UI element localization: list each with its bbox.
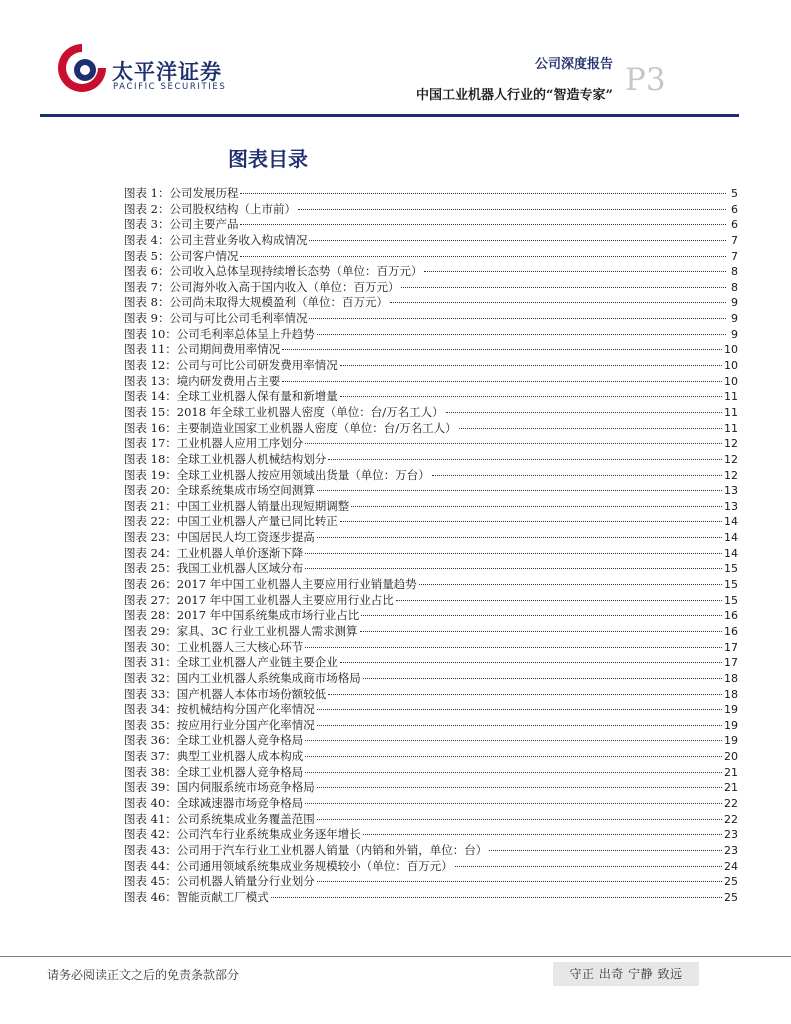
- toc-entry[interactable]: [124, 310, 738, 326]
- toc-entry[interactable]: [124, 592, 738, 608]
- toc-entry-page: 10: [724, 359, 738, 373]
- toc-dot-leader: [328, 459, 722, 460]
- toc-entry-label: 图表 14：全球工业机器人保有量和新增量: [124, 389, 338, 404]
- toc-entry-label: 图表 41：公司系统集成业务覆盖范围: [124, 811, 315, 826]
- toc-entry-page: 12: [724, 452, 738, 466]
- toc-entry[interactable]: [124, 607, 738, 623]
- toc-entry-page: 14: [724, 531, 738, 545]
- toc-entry-page: 13: [724, 499, 738, 513]
- toc-dot-leader: [360, 631, 722, 632]
- toc-entry[interactable]: [124, 294, 738, 310]
- toc-entry[interactable]: [124, 717, 738, 733]
- toc-entry-page: 6: [731, 218, 738, 232]
- toc-entry-label: 图表 15：2018 年全球工业机器人密度（单位：台/万名工人）: [124, 404, 444, 419]
- toc-entry-label: 图表 43：公司用于汽车行业工业机器人销量（内销和外销，单位：台）: [124, 842, 488, 857]
- toc-entry-label: 图表 42：公司汽车行业系统集成业务逐年增长: [124, 827, 361, 842]
- toc-entry-page: 6: [731, 202, 738, 216]
- toc-dot-leader: [489, 850, 722, 851]
- toc-entry[interactable]: [124, 263, 738, 279]
- toc-entry-label: 图表 26：2017 年中国工业机器人主要应用行业销量趋势: [124, 577, 417, 592]
- toc-entry-label: 图表 11：公司期间费用率情况: [124, 342, 281, 357]
- toc-dot-leader: [317, 537, 722, 538]
- toc-dot-leader: [240, 224, 726, 225]
- toc-entry[interactable]: [124, 341, 738, 357]
- toc-entry-label: 图表 19：全球工业机器人按应用领域出货量（单位：万台）: [124, 467, 430, 482]
- toc-entry-page: 15: [724, 593, 738, 607]
- footer-divider: [0, 956, 791, 957]
- toc-entry[interactable]: [124, 435, 738, 451]
- toc-entry-page: 19: [724, 703, 738, 717]
- toc-entry-label: 图表 31：全球工业机器人产业链主要企业: [124, 655, 338, 670]
- toc-entry[interactable]: [124, 451, 738, 467]
- toc-entry[interactable]: [124, 623, 738, 639]
- toc-dot-leader: [340, 396, 722, 397]
- brand-name-cn: 太平洋证券: [112, 60, 222, 84]
- toc-entry-page: 15: [724, 562, 738, 576]
- toc-entry-label: 图表 12：公司与可比公司研发费用率情况: [124, 358, 338, 373]
- toc-entry[interactable]: [124, 404, 738, 420]
- toc-entry-page: 9: [731, 327, 738, 341]
- toc-entry-label: 图表 23：中国居民人均工资逐步提高: [124, 530, 315, 545]
- toc-dot-leader: [455, 866, 722, 867]
- pacific-securities-logo-icon: [52, 38, 112, 98]
- toc-entry-page: 25: [724, 875, 738, 889]
- toc-entry-label: 图表 36：全球工业机器人竞争格局: [124, 733, 304, 748]
- footer-disclaimer: 请务必阅读正文之后的免责条款部分: [47, 968, 240, 982]
- toc-entry-label: 图表 21：中国工业机器人销量出现短期调整: [124, 498, 350, 513]
- toc-entry-page: 18: [724, 671, 738, 685]
- toc-entry[interactable]: [124, 858, 738, 874]
- toc-entry-page: 11: [724, 405, 738, 419]
- toc-entry-page: 10: [724, 374, 738, 388]
- toc-entry-page: 21: [724, 781, 738, 795]
- toc-entry-label: 图表 7：公司海外收入高于国内收入（单位：百万元）: [124, 279, 400, 294]
- toc-entry-page: 20: [724, 750, 738, 764]
- toc-entry[interactable]: [124, 842, 738, 858]
- toc-dot-leader: [459, 428, 722, 429]
- toc-dot-leader: [317, 881, 722, 882]
- toc-entry[interactable]: [124, 811, 738, 827]
- toc-dot-leader: [282, 349, 722, 350]
- toc-entry-label: 图表 24：工业机器人单价逐渐下降: [124, 545, 304, 560]
- toc-dot-leader: [317, 787, 722, 788]
- toc-entry-label: 图表 44：公司通用领域系统集成业务规模较小（单位：百万元）: [124, 858, 453, 873]
- toc-entry[interactable]: [124, 795, 738, 811]
- toc-entry[interactable]: [124, 764, 738, 780]
- toc-entry-page: 19: [724, 734, 738, 748]
- report-type: 公司深度报告: [534, 57, 613, 72]
- toc-entry[interactable]: [124, 560, 738, 576]
- toc-entry-page: 11: [724, 390, 738, 404]
- toc-entry-page: 9: [731, 312, 738, 326]
- toc-entry-page: 22: [724, 796, 738, 810]
- toc-dot-leader: [340, 662, 722, 663]
- toc-entry[interactable]: [124, 467, 738, 483]
- toc-dot-leader: [419, 584, 722, 585]
- toc-entry-label: 图表 20：全球系统集成市场空间测算: [124, 483, 315, 498]
- toc-entry-page: 18: [724, 687, 738, 701]
- toc-entry-label: 图表 16：主要制造业国家工业机器人密度（单位：台/万名工人）: [124, 420, 457, 435]
- toc-entry-label: 图表 13：境内研发费用占主要: [124, 373, 281, 388]
- toc-dot-leader: [305, 443, 722, 444]
- toc-dot-leader: [305, 740, 722, 741]
- toc-entry-label: 图表 37：典型工业机器人成本构成: [124, 749, 304, 764]
- toc-dot-leader: [305, 568, 722, 569]
- toc-entry[interactable]: [124, 545, 738, 561]
- toc-dot-leader: [271, 897, 722, 898]
- toc-entry-page: 15: [724, 578, 738, 592]
- toc-entry-label: 图表 3：公司主要产品: [124, 217, 239, 232]
- toc-entry-page: 24: [724, 859, 738, 873]
- toc-entry-label: 图表 22：中国工业机器人产量已同比转正: [124, 514, 338, 529]
- toc-dot-leader: [401, 287, 726, 288]
- toc-entry-label: 图表 39：国内伺服系统市场竞争格局: [124, 780, 315, 795]
- toc-entry-label: 图表 27：2017 年中国工业机器人主要应用行业占比: [124, 592, 394, 607]
- toc-entry[interactable]: [124, 482, 738, 498]
- toc-entry-label: 图表 45：公司机器人销量分行业划分: [124, 874, 315, 889]
- toc-entry[interactable]: [124, 529, 738, 545]
- toc-entry[interactable]: [124, 748, 738, 764]
- toc-dot-leader: [446, 412, 722, 413]
- toc-entry-page: 7: [731, 233, 738, 247]
- toc-entry-page: 23: [724, 843, 738, 857]
- toc-entry-label: 图表 9：公司与可比公司毛利率情况: [124, 311, 308, 326]
- toc-entry-label: 图表 6：公司收入总体呈现持续增长态势（单位：百万元）: [124, 264, 423, 279]
- toc-entry[interactable]: [124, 373, 738, 389]
- toc-entry[interactable]: [124, 701, 738, 717]
- toc-entry-label: 图表 25：我国工业机器人区域分布: [124, 561, 304, 576]
- toc-entry-page: 7: [731, 249, 738, 263]
- brand-name-en: PACIFIC SECURITIES: [113, 82, 227, 92]
- toc-entry[interactable]: [124, 326, 738, 342]
- toc-entry-page: 16: [724, 624, 738, 638]
- toc-entry[interactable]: [124, 639, 738, 655]
- toc-entry[interactable]: [124, 279, 738, 295]
- toc-dot-leader: [396, 600, 722, 601]
- toc-dot-leader: [361, 615, 722, 616]
- toc-entry-label: 图表 30：工业机器人三大核心环节: [124, 639, 304, 654]
- toc-dot-leader: [363, 678, 722, 679]
- toc-entry[interactable]: [124, 201, 738, 217]
- figure-list: [124, 185, 738, 904]
- toc-dot-leader: [317, 709, 722, 710]
- toc-entry-label: 图表 10：公司毛利率总体呈上升趋势: [124, 326, 315, 341]
- toc-entry-label: 图表 40：全球减速器市场竞争格局: [124, 795, 304, 810]
- toc-dot-leader: [424, 271, 726, 272]
- toc-dot-leader: [309, 318, 726, 319]
- toc-dot-leader: [305, 756, 722, 757]
- toc-entry-page: 13: [724, 484, 738, 498]
- toc-title: 图表目录: [228, 147, 308, 171]
- company-motto: 守正 出奇 宁静 致远: [553, 962, 699, 986]
- toc-entry-label: 图表 29：家具、3C 行业工业机器人需求测算: [124, 623, 358, 638]
- toc-entry[interactable]: [124, 420, 738, 436]
- toc-entry-label: 图表 1：公司发展历程: [124, 186, 239, 200]
- toc-entry-label: 图表 46：智能贡献工厂模式: [124, 889, 269, 904]
- toc-dot-leader: [317, 334, 726, 335]
- toc-dot-leader: [305, 803, 722, 804]
- toc-entry-page: 14: [724, 546, 738, 560]
- toc-entry-label: 图表 8：公司尚未取得大规模盈利（单位：百万元）: [124, 295, 388, 310]
- toc-entry-page: 8: [731, 280, 738, 294]
- header-divider: [40, 114, 739, 117]
- toc-entry[interactable]: [124, 654, 738, 670]
- toc-dot-leader: [305, 553, 722, 554]
- toc-entry-page: 25: [724, 890, 738, 904]
- toc-entry-label: 图表 18：全球工业机器人机械结构划分: [124, 451, 327, 466]
- toc-entry[interactable]: [124, 248, 738, 264]
- toc-entry-page: 10: [724, 343, 738, 357]
- toc-entry[interactable]: [124, 232, 738, 248]
- toc-entry-label: 图表 2：公司股权结构（上市前）: [124, 201, 296, 216]
- toc-entry[interactable]: [124, 498, 738, 514]
- report-title: 中国工业机器人行业的“智造专家”: [416, 88, 613, 103]
- toc-dot-leader: [328, 694, 722, 695]
- toc-entry-page: 11: [724, 421, 738, 435]
- toc-entry-label: 图表 38：全球工业机器人竞争格局: [124, 764, 304, 779]
- toc-entry-label: 图表 4：公司主营业务收入构成情况: [124, 232, 308, 247]
- toc-dot-leader: [298, 209, 726, 210]
- toc-dot-leader: [305, 772, 722, 773]
- toc-entry-label: 图表 33：国产机器人本体市场份额较低: [124, 686, 327, 701]
- toc-dot-leader: [317, 725, 722, 726]
- toc-entry[interactable]: [124, 185, 738, 201]
- toc-entry[interactable]: [124, 889, 738, 905]
- toc-dot-leader: [309, 240, 726, 241]
- toc-dot-leader: [340, 365, 722, 366]
- toc-entry[interactable]: [124, 686, 738, 702]
- toc-entry[interactable]: [124, 732, 738, 748]
- toc-entry-page: 17: [724, 640, 738, 654]
- toc-entry-page: 5: [731, 187, 738, 200]
- toc-entry[interactable]: [124, 513, 738, 529]
- toc-entry-page: 8: [731, 265, 738, 279]
- toc-entry-label: 图表 35：按应用行业分国产化率情况: [124, 717, 315, 732]
- toc-entry-label: 图表 17：工业机器人应用工序划分: [124, 436, 304, 451]
- toc-dot-leader: [317, 819, 722, 820]
- toc-entry-page: 12: [724, 437, 738, 451]
- toc-entry-label: 图表 34：按机械结构分国产化率情况: [124, 702, 315, 717]
- toc-entry-page: 14: [724, 515, 738, 529]
- toc-dot-leader: [363, 834, 722, 835]
- toc-dot-leader: [317, 490, 722, 491]
- toc-entry-page: 19: [724, 718, 738, 732]
- toc-dot-leader: [390, 302, 726, 303]
- toc-entry[interactable]: [124, 357, 738, 373]
- toc-entry-page: 22: [724, 812, 738, 826]
- toc-entry[interactable]: [124, 670, 738, 686]
- toc-dot-leader: [340, 521, 722, 522]
- toc-dot-leader: [305, 647, 722, 648]
- toc-dot-leader: [432, 475, 722, 476]
- toc-entry-page: 23: [724, 828, 738, 842]
- toc-entry-label: 图表 28：2017 年中国系统集成市场行业占比: [124, 608, 360, 623]
- page-number: P3: [625, 62, 666, 98]
- toc-entry[interactable]: [124, 576, 738, 592]
- toc-entry-page: 17: [724, 656, 738, 670]
- toc-entry[interactable]: [124, 826, 738, 842]
- toc-entry-page: 16: [724, 609, 738, 623]
- toc-dot-leader: [240, 256, 726, 257]
- page-header: [0, 0, 791, 120]
- toc-entry-label: 图表 5：公司客户情况: [124, 248, 239, 263]
- toc-dot-leader: [240, 193, 726, 194]
- toc-entry-page: 9: [731, 296, 738, 310]
- toc-entry-label: 图表 32：国内工业机器人系统集成商市场格局: [124, 670, 361, 685]
- toc-dot-leader: [351, 506, 722, 507]
- toc-entry[interactable]: [124, 779, 738, 795]
- toc-entry-page: 21: [724, 765, 738, 779]
- toc-entry[interactable]: [124, 216, 738, 232]
- toc-entry[interactable]: [124, 873, 738, 889]
- toc-dot-leader: [282, 381, 722, 382]
- toc-entry[interactable]: [124, 388, 738, 404]
- toc-entry-page: 12: [724, 468, 738, 482]
